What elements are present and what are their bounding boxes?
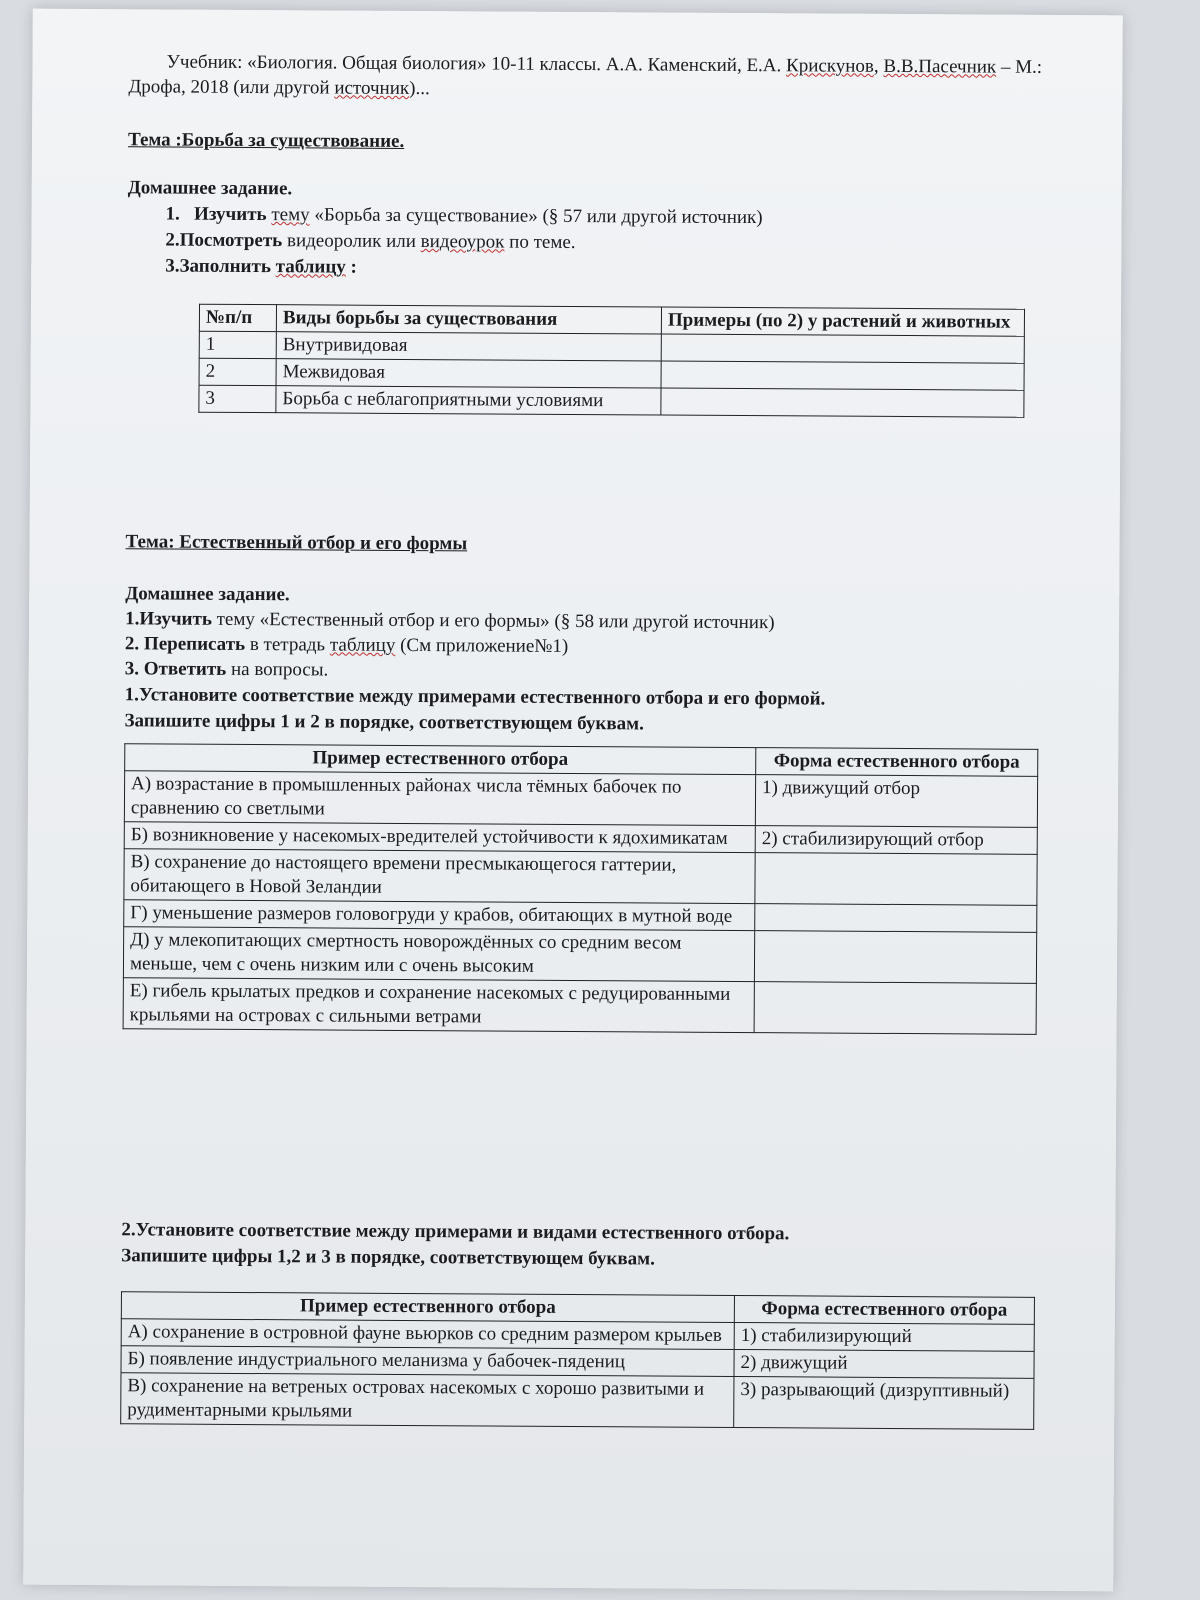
table-cell: Е) гибель крылатых предков и сохранение насекомых с редуцированными крыльями на островах с сильными ветрами [123,978,754,1033]
topic1-homework-label: Домашнее задание. [127,177,293,200]
table-cell: 1) стабилизирующий [734,1322,1034,1351]
table-cell: В) сохранение до настоящего времени пресмыкающегося гаттерии, обитающего в Новой Зеландии [124,849,755,904]
col-header-examples: Примеры (по 2) у растений и животных [661,307,1024,336]
selection-forms-table-1 [123,743,1039,1035]
question2-line2: Запишите цифры 1,2 и 3 в порядке, соответствующем буквам. [121,1245,655,1270]
source-citation: Учебник: «Биология. Общая биология» 10-11 классы. А.А. Каменский, Е.А. Крискунов, В.В.Пасечник – М.: Дрофа, 2018 (или другой источник)... [128,51,1043,100]
table-cell: Борьба с неблагоприятными условиями [276,386,661,415]
table-cell-empty [755,853,1037,906]
selection-forms-table-2 [120,1291,1035,1430]
table-row [124,849,1037,906]
table-cell-empty [754,931,1036,984]
table-cell: 2 [199,358,276,385]
topic1-title: Тема :Борьба за существование. [127,129,405,152]
col-header-example: Пример естественного отбора [121,1292,734,1323]
topic2-homework-label: Домашнее задание. [125,583,290,606]
topic1-item1: 1. Изучить тему «Борьба за существование» (§ 57 или другой источник) [165,203,763,229]
topic2-title: Тема: Естественный отбор и его формы [125,531,468,555]
struggle-table [198,304,1025,418]
table-cell: 1) движущий отбор [755,775,1037,828]
topic1-item2: 2.Посмотреть видеоролик или видеоурок по теме. [165,229,576,254]
table-cell: Внутривидовая [276,332,661,361]
table-cell-empty [661,361,1024,390]
table-cell: Б) появление индустриального меланизма у бабочек-пядениц [121,1346,734,1377]
col-header-form: Форма естественного отбора [756,748,1038,777]
question1-line2: Запишите цифры 1 и 2 в порядке, соответствующем буквам. [124,710,644,735]
question2-line1: 2.Установите соответствие между примерами и видами естественного отбора. [121,1219,790,1245]
table-cell: А) возрастание в промышленных районах числа тёмных бабочек по сравнению со светлыми [124,771,755,826]
table-cell-empty [754,982,1036,1035]
col-header-number: №п/п [199,304,276,331]
table-cell: Межвидовая [276,359,661,388]
topic1-item3: 3.Заполнить таблицу : [165,255,357,278]
table-cell: 1 [199,331,276,358]
table-cell: А) сохранение в островной фауне вьюрков со средним размером крыльев [121,1319,734,1350]
table-cell: Д) у млекопитающих смертность новорождённых со средним весом меньше, чем с очень низким или с очень высоким [123,927,754,982]
table-cell: Б) возникновение у насекомых-вредителей устойчивости к ядохимикатам [124,822,755,853]
table-row [121,1373,1034,1430]
table-cell-empty [661,334,1024,363]
table-row [123,978,1036,1035]
table-cell: Г) уменьшение размеров головогруди у крабов, обитающих в мутной воде [124,900,755,931]
table-cell: 3 [199,385,276,412]
table-cell-empty [661,388,1024,417]
table-row [123,927,1036,984]
document-page [23,9,1123,1592]
table-cell: В) сохранение на ветреных островах насекомых с хорошо развитыми и рудиментарными крыльями [121,1373,734,1428]
col-header-form: Форма естественного отбора [734,1295,1034,1324]
table-cell-empty [755,904,1037,933]
table-cell: 3) разрывающий (дизруптивный) [734,1376,1034,1429]
table-row [199,385,1024,417]
topic2-item2: 2. Переписать в тетрадь таблицу (См приложение№1) [124,633,569,657]
table-cell: 2) стабилизирующий отбор [755,826,1037,855]
col-header-types: Виды борьбы за существования [276,305,661,334]
table-cell: 2) движущий [734,1349,1034,1378]
col-header-example: Пример естественного отбора [125,744,756,775]
topic2-item1: 1.Изучить тему «Естественный отбор и его формы» (§ 58 или другой источник) [125,608,775,634]
table-row [124,771,1037,828]
question1-line1: 1.Установите соответствие между примерами естественного отбора и его формой. [124,684,826,710]
topic2-item3: 3. Ответить на вопросы. [124,658,329,681]
